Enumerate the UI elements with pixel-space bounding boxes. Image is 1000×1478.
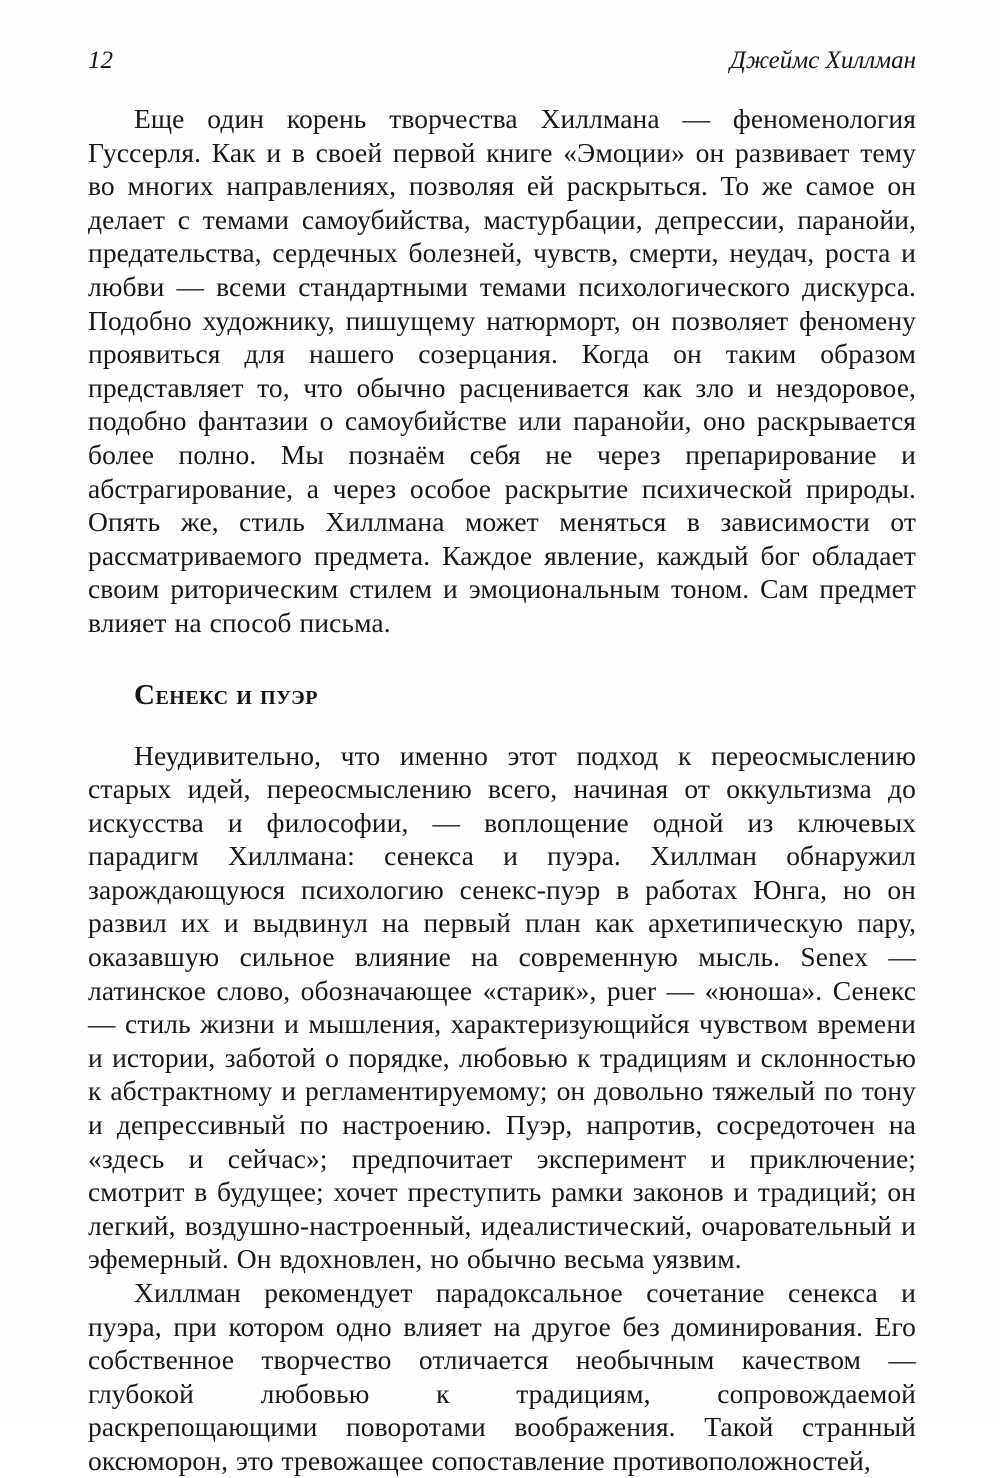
page-body (88, 102, 916, 1478)
paragraph-paradoxical-combination: Хиллман рекомендует парадоксальное сочетание сенекса и пуэра, при котором одно влияет на другое без доминирования. Его собственное творчество отличается необычным качеством — глубокой любовью к традициям, сопровождаемой раскрепощающими поворотами воображения. Такой странный оксюморон, это тревожащее сопоставление противоположностей, (88, 1277, 916, 1476)
paragraph-phenomenology: Еще один корень творчества Хиллмана — феноменология Гуссерля. Как и в своей первой книге «Эмоции» он развивает тему во многих направлениях, позволяя ей раскрыться. То же самое он делает с темами самоубийства, мастурбации, депрессии, паранойи, предательства, сердечных болезней, чувств, смерти, неудач, роста и любви — всеми стандартными темами психологического дискурса. Подобно художнику, пишущему натюрморт, он позволяет феномену проявиться для нашего созерцания. Когда он таким образом представляет то, что обычно расценивается как зло и нездоровое, подобно фантазии о самоубийстве или паранойи, оно раскрывается более полно. Мы познаём себя не через препарирование и абстрагирование, а через особое раскрытие психической природы. Опять же, стиль Хиллмана может меняться в зависимости от рассматриваемого предмета. Каждое явление, каждый бог обладает своим риторическим стилем и эмоциональным тоном. Сам предмет влияет на способ письма. (88, 103, 916, 638)
paragraph-senex-puer: Неудивительно, что именно этот подход к переосмыслению старых идей, переосмыслению всего, начиная от оккультизма до искусства и философии, — воплощение одной из ключевых парадигм Хиллмана: сенекса и пуэра. Хиллман обнаружил зарождающуюся психологию сенекс-пуэр в работах Юнга, но он развил их и выдвинул на первый план как архетипическую пару, оказавшую сильное влияние на современную мысль. Senex — латинское слово, обозначающее «старик», puer — «юноша». Сенекс — стиль жизни и мышления, характеризующийся чувством времени и истории, заботой о порядке, любовью к традициям и склонностью к абстрактному и регламентируемому; он довольно тяжелый по тону и депрессивный по настроению. Пуэр, напротив, сосредоточен на «здесь и сейчас»; предпочитает эксперимент и приключение; смотрит в будущее; хочет преступить рамки законов и традиций; он легкий, воздушно-настроенный, идеалистический, очаровательный и эфемерный. Он вдохновлен, но обычно весьма уязвим. (88, 739, 916, 1275)
section-heading: Сенекс и пуэр (134, 678, 318, 711)
running-title: Джеймс Хиллман (729, 47, 916, 74)
page-header (88, 46, 916, 76)
page-number: 12 (88, 47, 113, 74)
